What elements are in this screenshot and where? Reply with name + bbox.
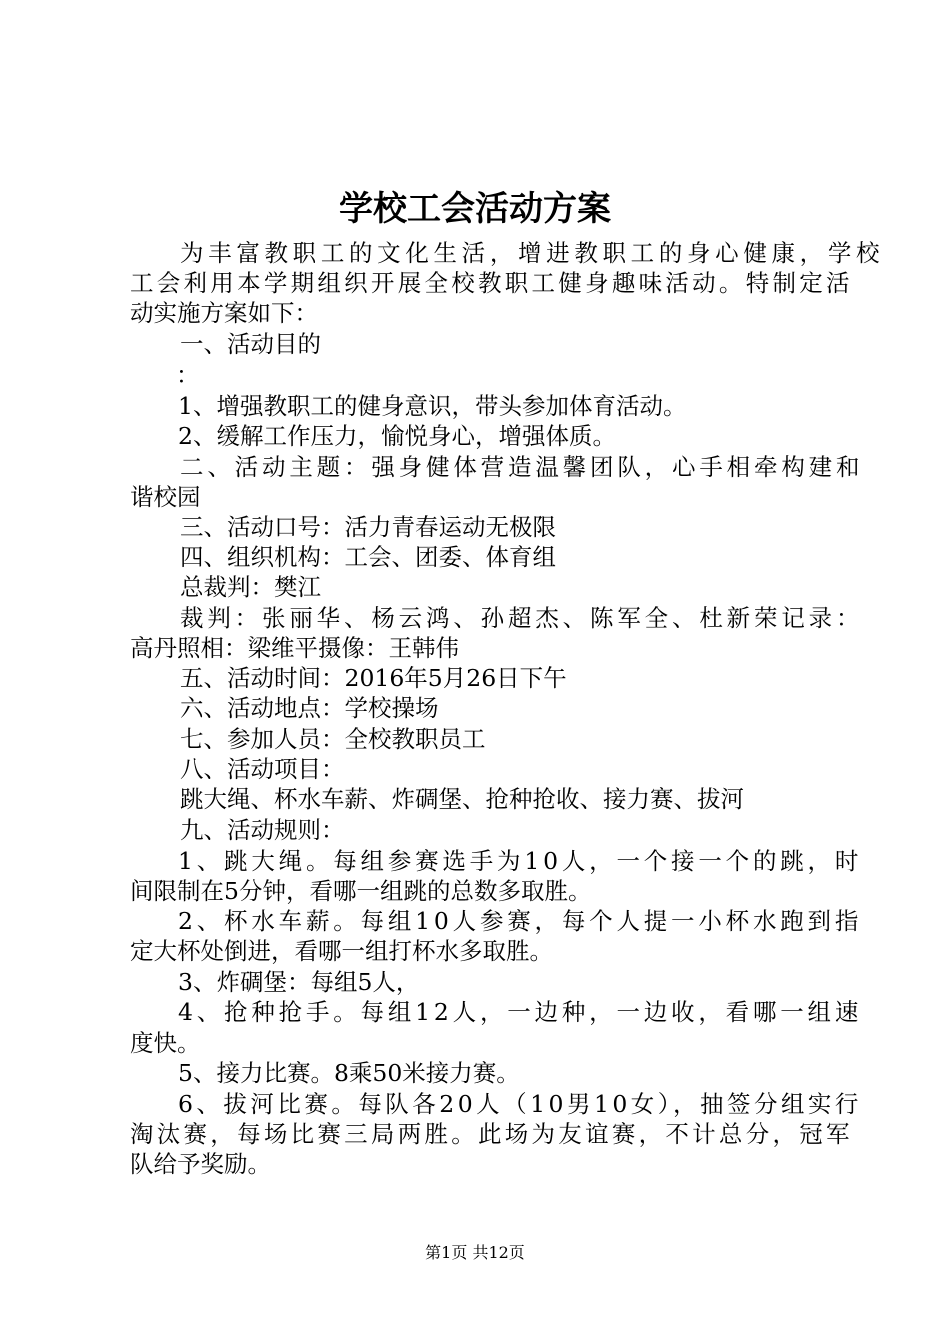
section-heading: 三、活动口号：活力青春运动无极限 bbox=[180, 513, 556, 541]
list-item: 2、缓解工作压力，愉悦身心，增强体质。 bbox=[178, 422, 616, 450]
paragraph-line: 淘汰赛，每场比赛三局两胜。此场为友谊赛，不计总分，冠军 bbox=[130, 1120, 853, 1148]
paragraph-line: 高丹照相：梁维平摄像：王韩伟 bbox=[130, 634, 459, 662]
list-item: 6、拔河比赛。每队各20人（10男10女），抽签分组实行 bbox=[178, 1090, 862, 1118]
paragraph-line: 度快。 bbox=[130, 1029, 201, 1057]
paragraph-line: 跳大绳、杯水车薪、炸碉堡、抢种抢收、接力赛、拔河 bbox=[180, 785, 744, 813]
list-item: 3、炸碉堡：每组5人， bbox=[178, 968, 420, 996]
paragraph-line: 裁判：张丽华、杨云鸿、孙超杰、陈军全、杜新荣记录： bbox=[180, 604, 864, 632]
paragraph-line: ： bbox=[176, 361, 200, 389]
section-heading: 一、活动目的 bbox=[180, 330, 321, 358]
paragraph-line: 为丰富教职工的文化生活，增进教职工的身心健康，学校 bbox=[180, 239, 885, 267]
document-title: 学校工会活动方案 bbox=[339, 189, 611, 229]
section-heading: 九、活动规则： bbox=[180, 816, 345, 844]
section-heading: 八、活动项目： bbox=[180, 755, 345, 783]
list-item: 5、接力比赛。8乘50米接力赛。 bbox=[178, 1059, 520, 1087]
paragraph-line: 间限制在5分钟，看哪一组跳的总数多取胜。 bbox=[130, 877, 592, 905]
section-heading: 二、活动主题：强身健体营造温馨团队，心手相牵构建和 bbox=[180, 453, 864, 481]
section-heading: 六、活动地点：学校操场 bbox=[180, 694, 439, 722]
section-heading: 五、活动时间：2016年5月26日下午 bbox=[180, 664, 567, 692]
paragraph-line: 队给予奖励。 bbox=[130, 1150, 271, 1178]
list-item: 1、跳大绳。每组参赛选手为10人，一个接一个的跳，时 bbox=[178, 847, 863, 875]
list-item: 2、杯水车薪。每组10人参赛，每个人提一小杯水跑到指 bbox=[178, 907, 863, 935]
paragraph-line: 工会利用本学期组织开展全校教职工健身趣味活动。特制定活 bbox=[130, 269, 853, 297]
section-heading: 四、组织机构：工会、团委、体育组 bbox=[180, 543, 556, 571]
paragraph-line: 谐校园 bbox=[130, 483, 201, 511]
paragraph-line: 动实施方案如下： bbox=[130, 299, 318, 327]
list-item: 4、抢种抢手。每组12人，一边种，一边收，看哪一组速 bbox=[178, 998, 863, 1026]
page-footer: 第1页 共12页 bbox=[425, 1243, 525, 1262]
section-heading: 七、参加人员：全校教职员工 bbox=[180, 725, 486, 753]
paragraph-line: 总裁判：樊江 bbox=[180, 573, 321, 601]
paragraph-line: 定大杯处倒进，看哪一组打杯水多取胜。 bbox=[130, 937, 553, 965]
list-item: 1、增强教职工的健身意识，带头参加体育活动。 bbox=[178, 392, 687, 420]
